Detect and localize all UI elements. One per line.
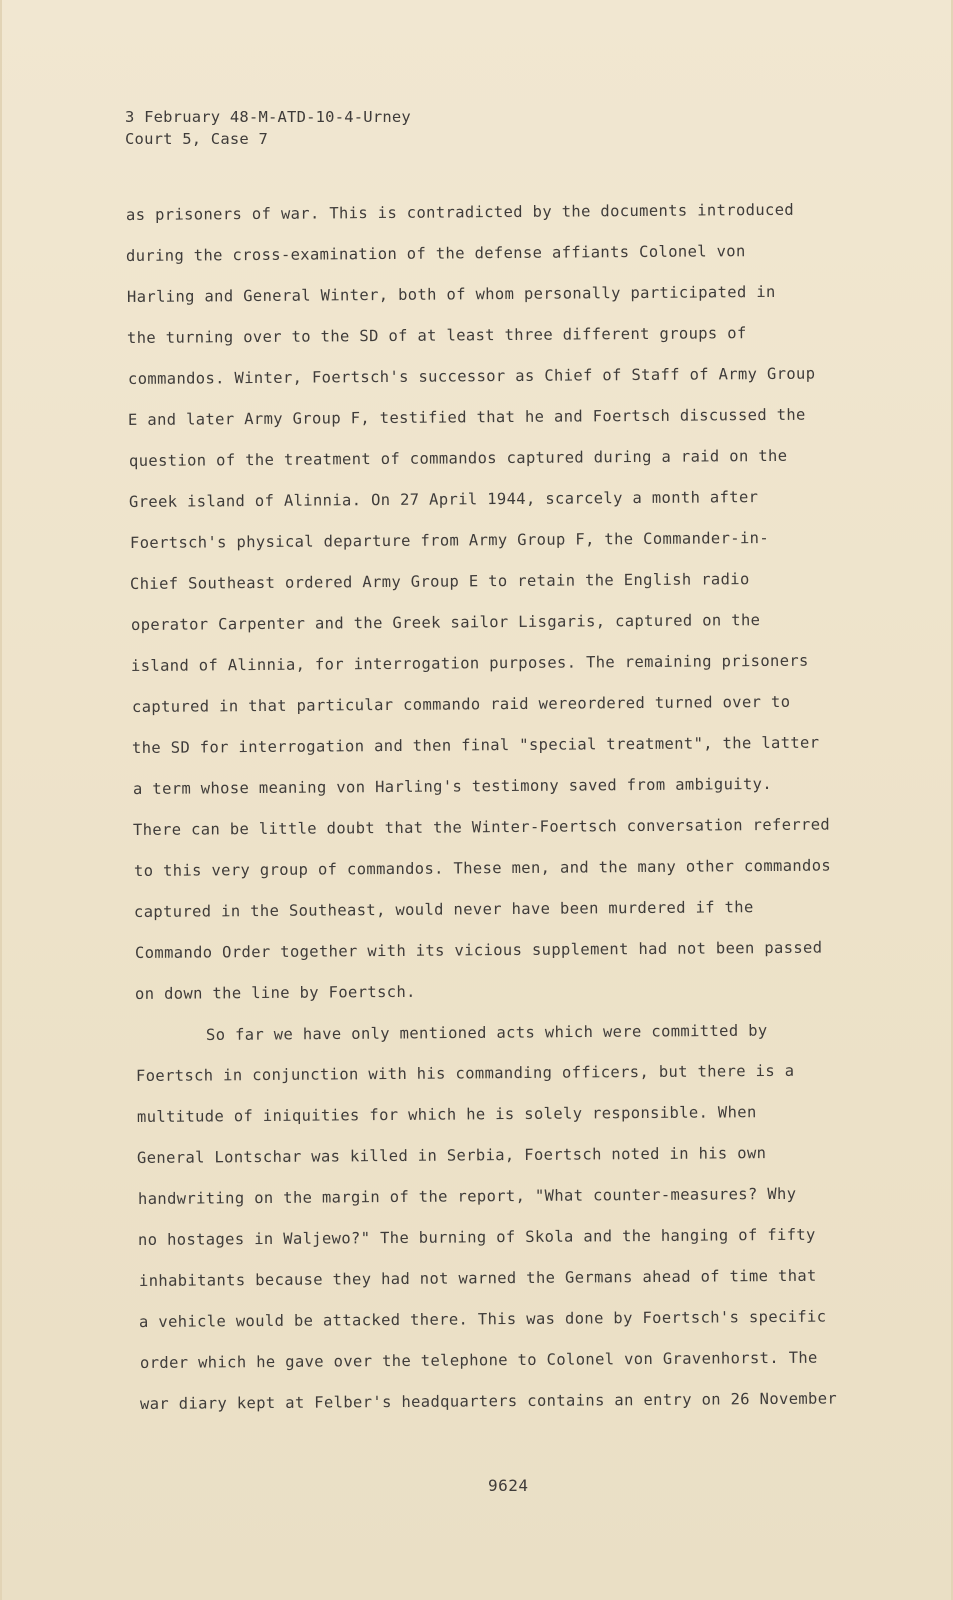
- body-line: There can be little doubt that the Winter-Foertsch conversation referred: [132, 815, 831, 839]
- body-line: Foertsch's physical departure from Army Group F, the Commander-in-: [129, 528, 770, 552]
- body-line: to this very group of commandos. These men, and the many other commandos: [133, 856, 832, 880]
- body-line: on down the line by Foertsch.: [134, 982, 416, 1003]
- body-line: a term whose meaning von Harling's testimony saved from ambiguity.: [132, 774, 773, 798]
- header-court-case: Court 5, Case 7: [125, 130, 268, 148]
- body-line: Harling and General Winter, both of whom personally participated in: [126, 282, 776, 306]
- body-line: E and later Army Group F, testified that he and Foertsch discussed the: [127, 405, 806, 429]
- body-line: a vehicle would be attacked there. This was done by Foertsch's specific: [138, 1307, 827, 1331]
- body-line: inhabitants because they had not warned the Germans ahead of time that: [138, 1266, 817, 1290]
- body-line: multitude of iniquities for which he is solely responsible. When: [136, 1103, 757, 1126]
- body-line: commandos. Winter, Foertsch's successor as Chief of Staff of Army Group: [127, 364, 816, 388]
- body-line: Commando Order together with its vicious supplement had not been passed: [134, 938, 823, 962]
- header-date-reference: 3 February 48-M-ATD-10-4-Urney: [125, 108, 411, 126]
- body-line: question of the treatment of commandos captured during a raid on the: [128, 446, 788, 470]
- body-line: order which he gave over the telephone to Colonel von Gravenhorst. The: [139, 1348, 818, 1372]
- body-line: the SD for interrogation and then final "special treatment", the latter: [131, 733, 820, 757]
- body-line: captured in that particular commando raid wereordered turned over to: [131, 692, 791, 716]
- body-line: during the cross-examination of the defense affiants Colonel von: [125, 242, 746, 265]
- body-line: handwriting on the margin of the report, "What counter-measures? Why: [137, 1184, 797, 1208]
- document-header: [125, 106, 411, 150]
- body-line: the turning over to the SD of at least three different groups of: [126, 324, 747, 347]
- body-line: war diary kept at Felber's headquarters contains an entry on 26 November: [139, 1389, 838, 1413]
- body-line: island of Alinnia, for interrogation purposes. The remaining prisoners: [130, 651, 809, 675]
- body-line: Greek island of Alinnia. On 27 April 1944, scarcely a month after: [128, 488, 759, 511]
- body-line: captured in the Southeast, would never have been murdered if the: [133, 898, 754, 921]
- page-number: 9624: [488, 1476, 529, 1495]
- body-line: no hostages in Waljewo?" The burning of Skola and the hanging of fifty: [137, 1225, 816, 1249]
- paragraph-start-line: So far we have only mentioned acts which were committed by: [205, 1021, 768, 1044]
- body-line: General Lontschar was killed in Serbia, Foertsch noted in his own: [136, 1144, 767, 1167]
- body-line: Chief Southeast ordered Army Group E to retain the English radio: [129, 570, 750, 593]
- body-line: as prisoners of war. This is contradicted by the documents introduced: [125, 200, 795, 224]
- body-line: Foertsch in conjunction with his commanding officers, but there is a: [135, 1061, 795, 1085]
- body-line: operator Carpenter and the Greek sailor Lisgaris, captured on the: [130, 611, 761, 634]
